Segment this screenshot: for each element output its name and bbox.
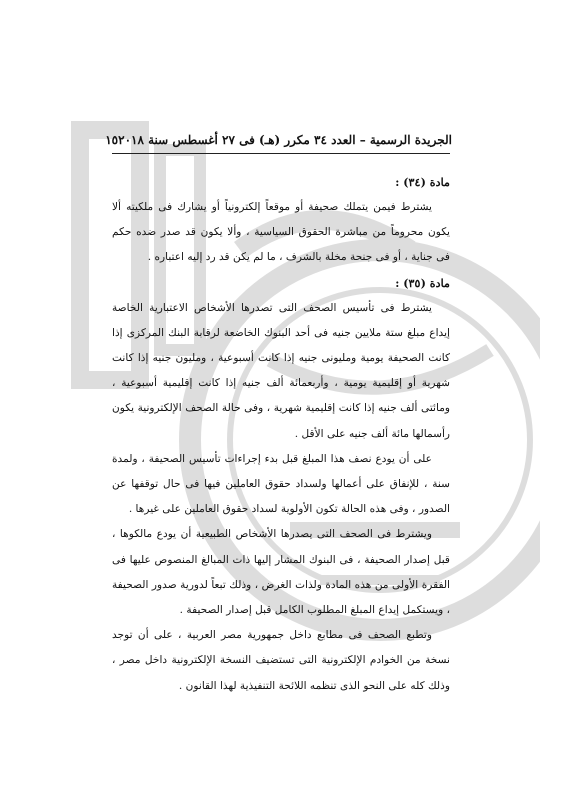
header-divider — [112, 153, 450, 154]
page-number: ١٥ — [105, 133, 119, 147]
article-34-title: مادة (٣٤) : — [395, 175, 450, 189]
article-34-paragraph: يشترط فيمن يتملك صحيفة أو موقعاً إلكترونياً أو يشارك فى ملكيته ألا يكون محروماً من مباشرة الحقوق السياسية ، وألا يكون قد صدر ضده حكم فى جناية ، أو فى جنحة مخلة بالشرف ، ما لم يكن قد رد إليه اعتباره . — [112, 201, 450, 264]
article-35-paragraph-3: ويشترط فى الصحف التى يصدرها الأشخاص الطبيعية أن يودع مالكوها ، قبل إصدار الصحيفة ، فى البنوك المشار إليها ذات المبالغ المنصوص عليها فى الفقرة الأولى من هذه المادة ولذات الغرض ، وذلك تبعاً لدورية صدور الصحيفة ، ويستكمل إيداع المبلغ المطلوب الكامل قبل إصدار الصحيفة . — [112, 528, 450, 617]
article-35-paragraph-4: وتطبع الصحف فى مطابع داخل جمهورية مصر العربية ، على أن توجد نسخة من الخوادم الإلكترونية التى تستضيف النسخة الإلكترونية داخل مصر ، وذلك كله على النحو الذى تنظمه اللائحة التنفيذية لهذا القانون . — [112, 629, 450, 692]
article-35-paragraph-2: على أن يودع نصف هذا المبلغ قبل بدء إجراءات تأسيس الصحيفة ، ولمدة سنة ، للإنفاق على أعمالها ولسداد حقوق العاملين فيها فى حال توقفها عن الصدور ، وفى هذه الحالة تكون الأولوية لسداد حقوق العاملين على غيرها . — [112, 452, 450, 516]
page-header — [105, 128, 452, 152]
article-35-title: مادة (٣٥) : — [395, 275, 450, 290]
document-body — [112, 170, 450, 699]
gazette-title: الجريدة الرسمية – العدد ٣٤ مكرر (هـ) فى ٢٧ أغسطس سنة ٢٠١٨ — [118, 133, 452, 147]
article-35-paragraph-1: يشترط فى تأسيس الصحف التى تصدرها الأشخاص الاعتبارية الخاصة إيداع مبلغ ستة ملايين جنيه فى أحد البنوك الخاضعة لرقابة البنك المركزى إذا كانت الصحيفة يومية ومليونى جنيه إذا كانت أسبوعية ، ومليون جنيه إذا كانت شهرية أو إقليمية يومية ، وأربعمائة ألف جنيه إذا كانت إقليمية أسبوعية ، ومائتى ألف جنيه إذا كانت إقليمية شهرية ، وفى حالة الصحف الإلكترونية يكون رأسمالها مائة ألف جنيه على الأقل . — [112, 301, 450, 440]
